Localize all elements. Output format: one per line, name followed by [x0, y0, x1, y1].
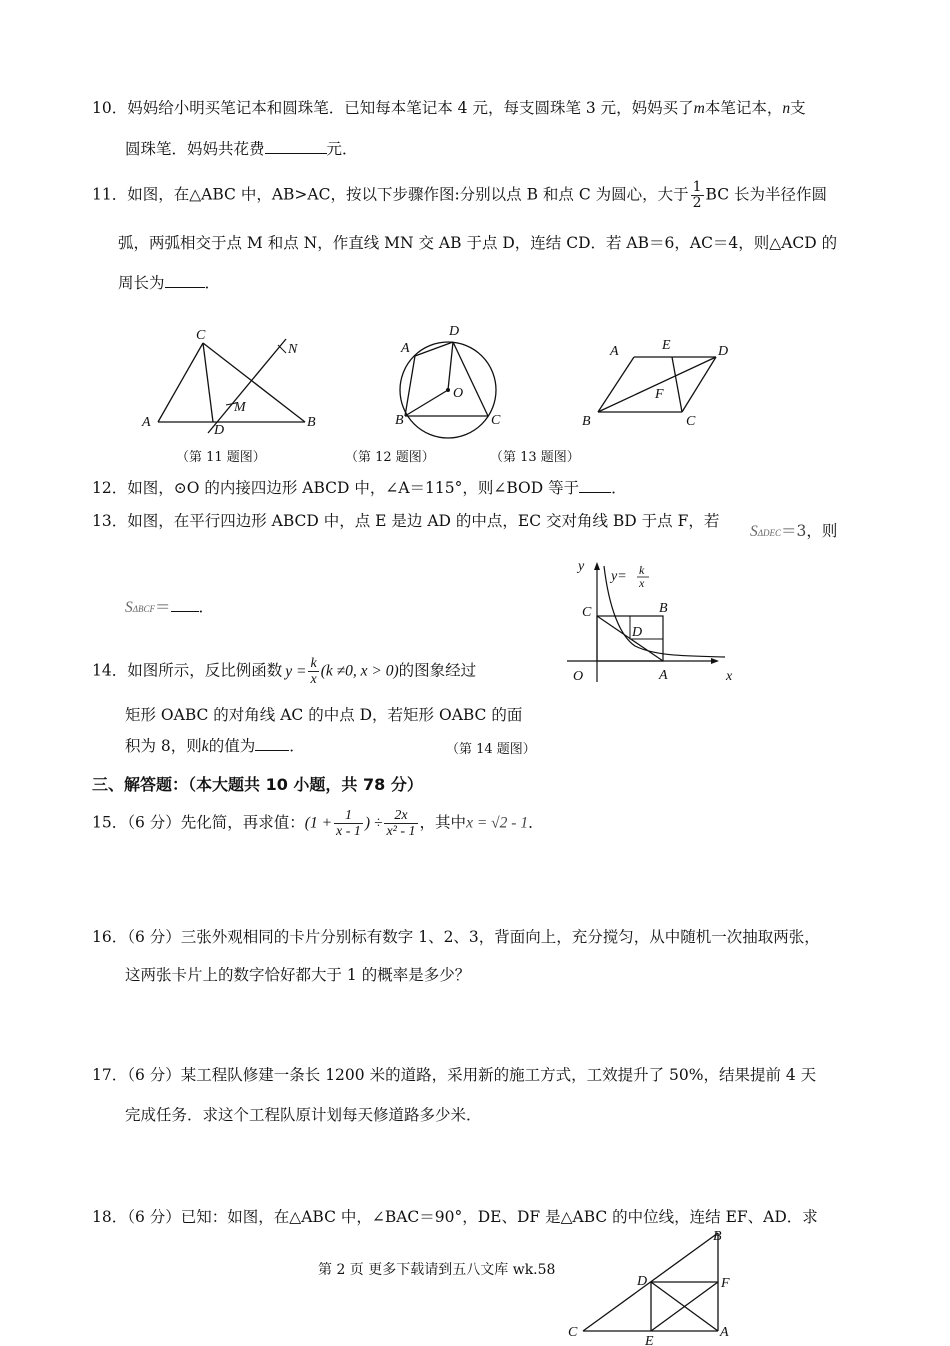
question-14-text-d: 的值为 [208, 737, 256, 755]
label-B: B [395, 413, 404, 428]
question-15-number: 15． [92, 813, 128, 832]
question-11-number: 11． [92, 185, 128, 204]
question-12-number: 12． [92, 479, 128, 497]
question-14-text: 如图所示，反比例函数 [127, 661, 283, 680]
variable-m: m [693, 100, 705, 117]
area-value: ＝3 [781, 522, 807, 540]
question-13-line-2 [125, 596, 214, 620]
area-symbol: S [750, 523, 758, 540]
x-value: x = √2 - 1 [466, 814, 529, 832]
fraction-k-over-x [308, 656, 318, 687]
question-12-text-b: ． [611, 479, 627, 497]
function-x: x [639, 576, 645, 590]
label-D: D [632, 625, 643, 640]
question-15 [92, 808, 544, 839]
label-O: O [453, 386, 464, 401]
page-footer: 第 2 页 更多下载请到五八文库 wk.58 [318, 1262, 556, 1278]
answer-blank-12[interactable] [579, 476, 611, 493]
question-15-text-c: ． [528, 813, 544, 832]
question-16-line-1 [92, 926, 820, 948]
figure-12 [393, 320, 523, 440]
label-N: N [288, 342, 298, 357]
fraction-2x-over-x2-minus-1 [384, 808, 417, 839]
question-11-text: 如图，在△ABC 中，AB>AC，按以下步骤作图:分别以点 B 和点 C 为圆心，大于 [127, 185, 689, 204]
question-14-text-e: ． [289, 737, 305, 755]
question-10-text-c: 支 [790, 99, 806, 117]
question-14-text-c: 积为 8，则 [125, 737, 202, 755]
label-D: D [637, 1274, 648, 1289]
label-C: C [568, 1325, 578, 1340]
figure-13 [578, 335, 738, 430]
label-E: E [645, 1334, 654, 1346]
fraction-1-over-x-minus-1 [334, 808, 363, 839]
area-equals: ＝ [155, 598, 171, 616]
question-17-number: 17． [92, 1066, 128, 1084]
question-11-line-2: 弧，两弧相交于点 M 和点 N，作直线 MN 交 AB 于点 D，连结 CD．若 AB＝6，AC＝4，则△ACD 的 [118, 234, 838, 252]
question-11-text-b: BC 长为半径作圆 [705, 185, 828, 204]
label-C: C [686, 414, 696, 429]
fraction-2-numerator: 2x [384, 808, 417, 824]
fraction-k: k [310, 656, 317, 671]
question-10-text-b: 本笔记本， [704, 99, 783, 117]
area-subscript: ΔDEC [757, 528, 782, 538]
question-11-text-d: ． [204, 274, 221, 292]
question-10-text-e: 元． [326, 140, 358, 158]
question-14-line-1 [92, 656, 476, 687]
question-10-line-1 [92, 97, 806, 120]
label-A: A [720, 1325, 729, 1340]
question-10-number: 10． [92, 99, 128, 117]
label-A: A [610, 344, 619, 359]
area-dec-expression [750, 520, 837, 544]
question-12-text: 如图，⊙O 的内接四边形 ABCD 中，∠A＝115°，则∠BOD 等于 [127, 479, 580, 497]
question-13-number: 13． [92, 512, 128, 530]
question-10-line-2 [125, 137, 358, 160]
figure-14-caption: （第 14 题图） [446, 742, 536, 757]
label-B: B [659, 601, 668, 616]
label-C: C [196, 328, 206, 343]
label-F: F [655, 387, 664, 402]
fraction-numerator: 1 [692, 179, 702, 195]
question-18-line-1 [92, 1206, 818, 1228]
figure-13-caption: （第 13 题图） [490, 450, 580, 465]
question-18-text: （6 分）已知：如图，在△ABC 中，∠BAC＝90°，DE、DF 是△ABC 的中位线，连结 EF、AD．求 [127, 1208, 818, 1226]
fraction-2-denominator: x² - 1 [386, 824, 416, 839]
answer-blank-11[interactable] [165, 271, 205, 288]
label-A: A [659, 668, 668, 683]
label-B: B [307, 415, 316, 430]
label-M: M [234, 400, 246, 415]
label-O: O [573, 669, 584, 684]
fraction-1-denominator: x - 1 [336, 824, 361, 839]
fraction-denominator: 2 [692, 195, 702, 211]
label-D: D [214, 423, 225, 438]
question-11-line-3 [118, 271, 220, 294]
expression-open: (1 + [304, 814, 333, 832]
question-11-line-1 [92, 180, 827, 211]
question-13-text-b: ，则 [806, 522, 838, 540]
label-E: E [662, 338, 671, 353]
label-D: D [718, 344, 729, 359]
question-15-text: （6 分）先化简，再求值： [127, 813, 305, 832]
fraction-x: x [310, 672, 317, 687]
question-13-text: 如图，在平行四边形 ABCD 中，点 E 是边 AD 的中点，EC 交对角线 BD 于点 F，若 [127, 512, 720, 530]
label-A: A [401, 341, 410, 356]
question-11-text-c: 周长为 [118, 274, 165, 292]
question-17-line-1 [92, 1064, 816, 1086]
label-D: D [449, 324, 460, 339]
question-16-text: （6 分）三张外观相同的卡片分别标有数字 1、2、3，背面向上，充分搅匀，从中随机一次抽取两张， [127, 928, 820, 946]
question-10-text: 妈妈给小明买笔记本和圆珠笔．已知每本笔记本 4 元，每支圆珠笔 3 元，妈妈买了 [127, 99, 694, 117]
answer-blank-13[interactable] [171, 601, 199, 612]
section-3-heading: 三、解答题：（本大题共 10 小题，共 78 分） [92, 775, 423, 794]
expression-divide: ) ÷ [364, 814, 383, 832]
equation-condition: (k ≠0, x > 0) [320, 662, 399, 680]
question-10-text-d: 圆珠笔．妈妈共花费 [125, 140, 265, 158]
figure-18 [565, 1228, 745, 1346]
answer-blank-10[interactable] [265, 137, 327, 154]
question-15-text-b: ，其中 [419, 813, 467, 832]
function-k: k [639, 563, 645, 577]
label-F: F [721, 1276, 730, 1291]
question-14-line-2: 矩形 OABC 的对角线 AC 的中点 D，若矩形 OABC 的面 [125, 706, 523, 724]
variable-k: k [201, 738, 209, 755]
question-18-number: 18． [92, 1208, 128, 1226]
area-symbol-bcf: S [125, 599, 133, 616]
label-C: C [582, 605, 592, 620]
figure-11 [140, 325, 330, 438]
figure-12-caption: （第 12 题图） [345, 450, 435, 465]
question-14-text-b: 的图象经过 [398, 661, 477, 680]
question-14-line-3 [125, 734, 305, 758]
question-13-line-1 [92, 510, 719, 532]
figure-14 [565, 558, 745, 688]
question-16-number: 16． [92, 928, 128, 946]
label-A: A [142, 415, 151, 430]
label-B: B [582, 414, 591, 429]
question-16-line-2: 这两张卡片上的数字恰好都大于 1 的概率是多少？ [125, 966, 471, 984]
label-y-axis: y [578, 559, 585, 574]
label-B: B [713, 1229, 722, 1244]
fraction-half [691, 180, 704, 211]
question-17-text: （6 分）某工程队修建一条长 1200 米的道路，采用新的施工方式，工效提升了 50%，结果提前 4 天 [127, 1066, 817, 1084]
label-x-axis: x [726, 669, 733, 684]
equation-y: y = [285, 662, 307, 680]
area-subscript-bcf: ΔBCF [132, 604, 156, 614]
question-12 [92, 476, 627, 499]
question-14-number: 14． [92, 661, 128, 680]
figure-11-caption: （第 11 题图） [176, 450, 266, 465]
fraction-1-numerator: 1 [334, 808, 363, 824]
variable-n: n [782, 100, 791, 117]
label-C: C [491, 413, 501, 428]
function-label: y= [611, 569, 627, 584]
answer-blank-14[interactable] [255, 734, 289, 751]
question-17-line-2: 完成任务．求这个工程队原计划每天修道路多少米． [125, 1106, 482, 1124]
question-13-text-c: ． [198, 598, 215, 616]
